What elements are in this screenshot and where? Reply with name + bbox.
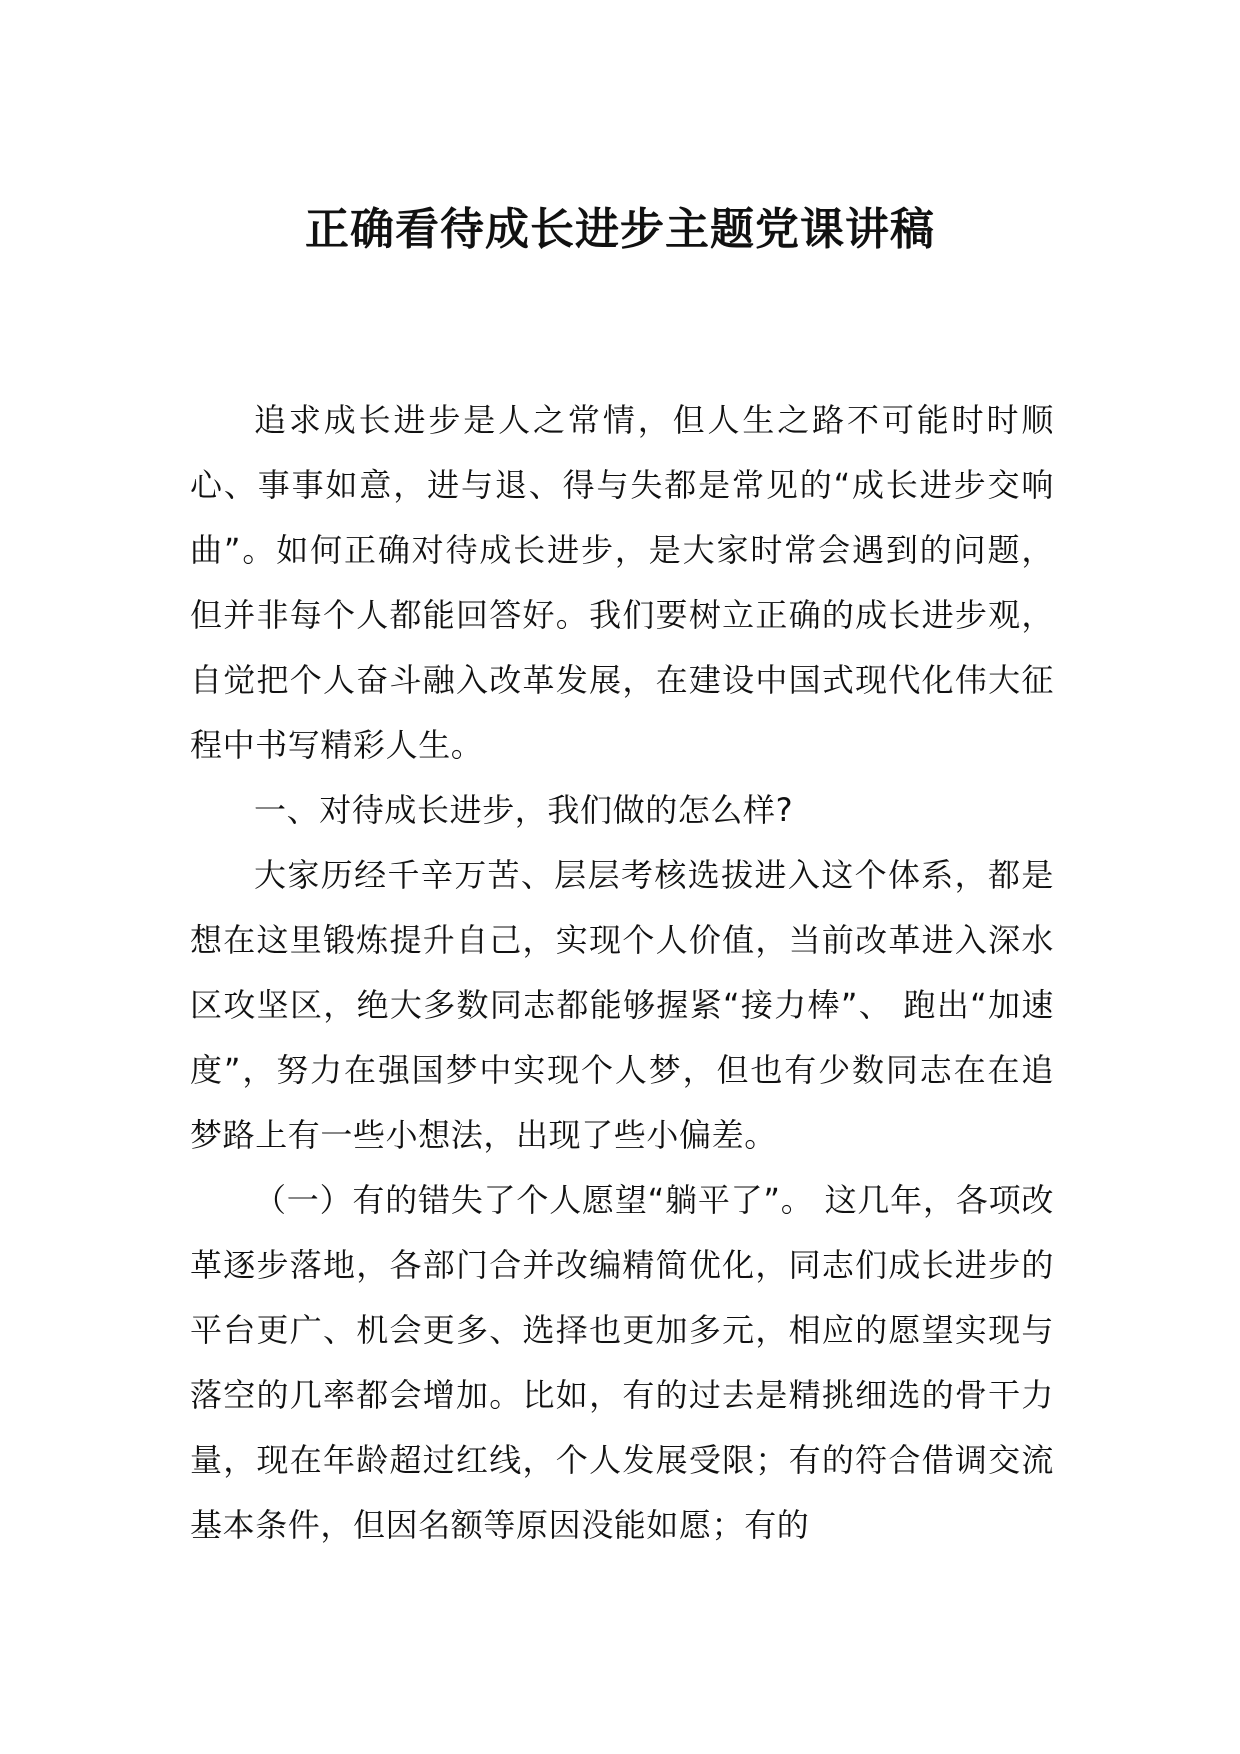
document-title: 正确看待成长进步主题党课讲稿 bbox=[305, 204, 935, 255]
paragraph-subsection-1: （一）有的错失了个人愿望“躺平了”。 这几年，各项改革逐步落地，各部门合并改编精简优化，同志们成长进步的平台更广、机会更多、选择也更加多元，相应的愿望实现与落空的几率都会增加。比如，有的过去是精挑细选的骨干力量，现在年龄超过红线，个人发展受限；有的符合借调交流基本条件，但因名额等原因没能如愿；有的 bbox=[190, 1181, 1054, 1544]
document-body bbox=[190, 388, 1054, 1558]
section-heading-1: 一、对待成长进步，我们做的怎么样? bbox=[254, 791, 794, 829]
paragraph-intro: 追求成长进步是人之常情，但人生之路不可能时时顺心、事事如意，进与退、得与失都是常见的“成长进步交响曲”。如何正确对待成长进步，是大家时常会遇到的问题，但并非每个人都能回答好。我们要树立正确的成长进步观，自觉把个人奋斗融入改革发展，在建设中国式现代化伟大征程中书写精彩人生。 bbox=[190, 401, 1054, 764]
paragraph-section-1: 大家历经千辛万苦、层层考核选拔进入这个体系，都是想在这里锻炼提升自己，实现个人价值，当前改革进入深水区攻坚区，绝大多数同志都能够握紧“接力棒”、 跑出“加速度”，努力在强国梦中实现个人梦，但也有少数同志在在追梦路上有一些小想法，出现了些小偏差。 bbox=[190, 856, 1054, 1154]
